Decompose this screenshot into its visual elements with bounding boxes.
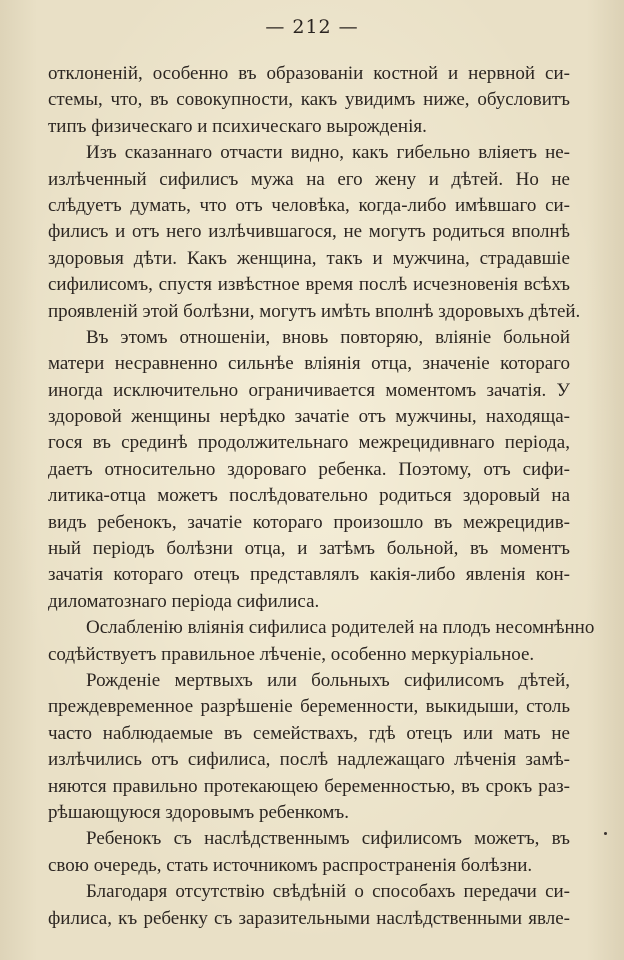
text-line: ный періодъ болѣзни отца, и затѣмъ больной, въ моментъ xyxy=(48,538,570,560)
text-line: Ребенокъ съ наслѣдственнымъ сифилисомъ можетъ, въ xyxy=(86,828,570,850)
text-line: диломатознаго періода сифилиса. xyxy=(48,590,320,612)
text-line: даетъ относительно здороваго ребенка. Поэтому, отъ сифи- xyxy=(48,458,570,480)
text-line: проявленій этой болѣзни, могутъ имѣть вполнѣ здоровыхъ дѣтей. xyxy=(48,300,581,322)
text-line: содѣйствуетъ правильное лѣченіе, особенно меркуріальное. xyxy=(48,643,535,665)
text-line: сифилисомъ, спустя извѣстное время послѣ исчезновенія всѣхъ xyxy=(48,274,570,296)
text-line: типъ физическаго и психическаго вырожденія. xyxy=(48,115,427,137)
text-line: излѣченный сифилисъ мужа на его жену и дѣтей. Но не xyxy=(48,168,570,190)
text-line: няются правильно протекающею беременностью, въ срокъ раз- xyxy=(48,775,570,797)
paragraph xyxy=(48,615,595,668)
text-line: стемы, что, въ совокупности, какъ увидимъ ниже, обусловитъ xyxy=(48,89,570,111)
text-line: свою очередь, стать источникомъ распространенія болѣзни. xyxy=(48,854,533,876)
text-line: Въ этомъ отношеніи, вновь повторяю, вліяніе больной xyxy=(86,326,570,348)
paragraph xyxy=(48,325,570,615)
paragraph xyxy=(48,61,570,140)
text-line: зачатія котораго отецъ представлялъ какія-либо явленія кон- xyxy=(48,564,570,586)
print-speck xyxy=(604,832,607,835)
text-line: излѣчились отъ сифилиса, послѣ надлежащаго лѣченія замѣ- xyxy=(48,749,570,771)
text-line: Рожденіе мертвыхъ или больныхъ сифилисомъ дѣтей, xyxy=(86,669,570,691)
text-line: видъ ребенокъ, зачатіе котораго произошло въ межрецидив- xyxy=(48,511,570,533)
text-line: филиса, къ ребенку съ заразительными наслѣдственными явле- xyxy=(48,907,570,929)
page-number: — 212 — xyxy=(265,16,359,38)
text-line: филисъ и отъ него излѣчившагося, не могутъ родиться вполнѣ xyxy=(48,221,570,243)
paragraph xyxy=(48,140,581,325)
text-line: преждевременное разрѣшеніе беременности, выкидыши, столь xyxy=(48,696,570,718)
text-line: гося въ срединѣ продолжительнаго межрецидивнаго періода, xyxy=(48,432,570,454)
text-line: матери несравненно сильнѣе вліянія отца, значеніе котораго xyxy=(48,353,570,375)
paragraph xyxy=(48,668,570,826)
text-line: иногда исключительно ограничивается моментомъ зачатія. У xyxy=(48,379,570,401)
paragraph xyxy=(48,879,570,932)
text-line: Благодаря отсутствію свѣдѣній о способахъ передачи си- xyxy=(86,881,570,903)
text-line: литика-отца можетъ послѣдовательно родиться здоровый на xyxy=(48,485,570,507)
text-line: Ослабленію вліянія сифилиса родителей на плодъ несомнѣнно xyxy=(86,617,595,639)
text-line: часто наблюдаемые въ семействахъ, гдѣ отецъ или мать не xyxy=(48,722,570,744)
body-text xyxy=(48,61,595,932)
text-line: здоровой женщины нерѣдко зачатіе отъ мужчины, находяща- xyxy=(48,406,570,428)
text-line: здоровыя дѣти. Какъ женщина, такъ и мужчина, страдавшіе xyxy=(48,247,570,269)
paragraph xyxy=(48,826,570,879)
text-line: отклоненій, особенно въ образованіи костной и нервной си- xyxy=(48,63,570,84)
text-line: Изъ сказаннаго отчасти видно, какъ гибельно вліяетъ не- xyxy=(86,142,570,164)
text-line: рѣшающуюся здоровымъ ребенкомъ. xyxy=(48,801,349,823)
text-line: слѣдуетъ думать, что отъ человѣка, когда-либо имѣвшаго си- xyxy=(48,194,570,216)
